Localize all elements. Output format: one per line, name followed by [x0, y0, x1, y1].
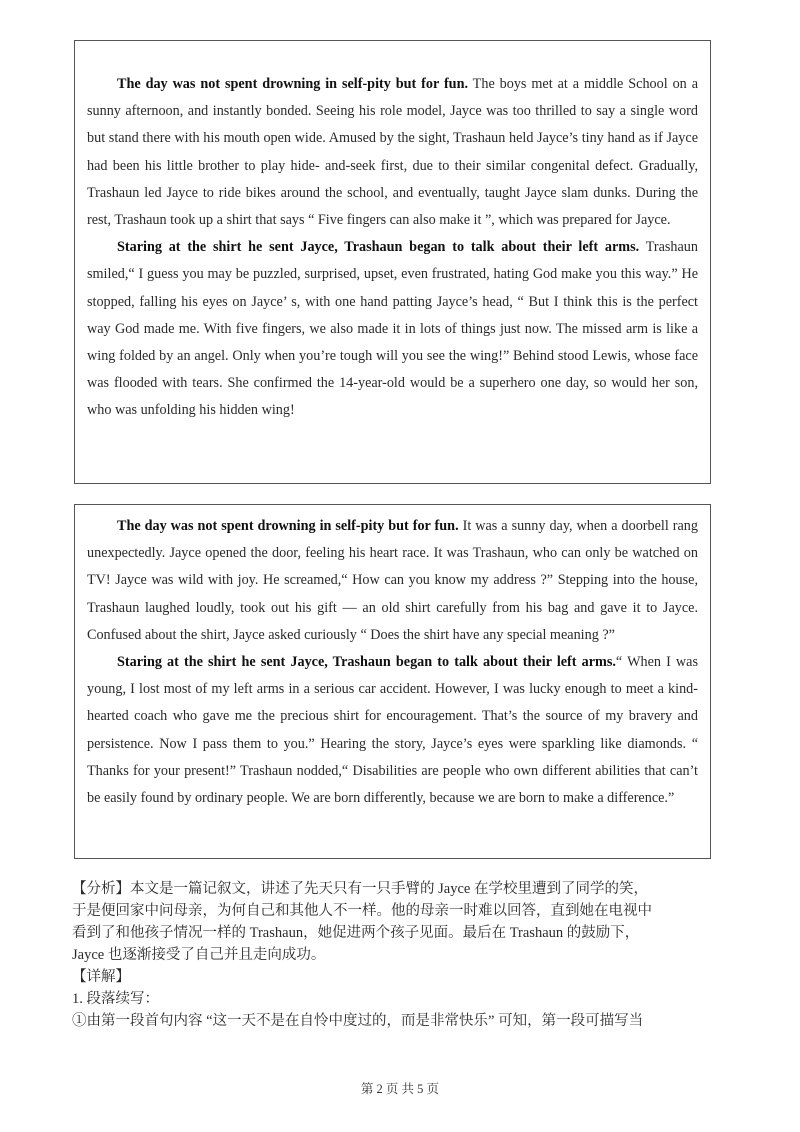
essay-version-1 [74, 40, 711, 484]
subheading: 1. 段落续写： [72, 991, 159, 1007]
analysis-line: ①由第一段首句内容 “这一天不是在自怜中度过的，而是非常快乐” 可知，第一段可描写当 [72, 1013, 644, 1029]
paragraph-2-text: Trashaun smiled,“ I guess you may be puzzled, surprised, upset, even frustrated, hating God make you this way.” He stopped, falling his eyes on Jayce’ s, with one hand patting Jayce’s head, “ But I think this is the perfect way God made me. With five fingers, we also made it in lots of things just now. The missed arm is like a wing folded by an angel. Only when you’re tough will you see the wing!” Behind stood Lewis, whose face was flooded with tears. She confirmed the 14-year-old would be a superhero one day, so would her son, who was unfolding his hidden wing! [87, 239, 698, 419]
analysis-line: 【分析】本文是一篇记叙文，讲述了先天只有一只手臂的 Jayce 在学校里遭到了同学的笑， [72, 881, 648, 897]
analysis-line: 看到了和他孩子情况一样的 Trashaun，她促进两个孩子见面。最后在 Trashaun 的鼓励下， [72, 925, 640, 941]
paragraph-2 [87, 234, 698, 424]
essay-version-2 [74, 504, 711, 859]
paragraph-2-lead: Staring at the shirt he sent Jayce, Trashaun began to talk about their left arms. [117, 654, 616, 671]
analysis-line: 于是便回家中问母亲，为何自己和其他人不一样。他的母亲一时难以回答，直到她在电视中 [72, 903, 652, 919]
page-number: 第 2 页 共 5 页 [360, 1082, 440, 1096]
paragraph-2-lead: Staring at the shirt he sent Jayce, Trashaun began to talk about their left arms. [117, 239, 640, 256]
paragraph-1-lead: The day was not spent drowning in self-pity but for fun. [117, 518, 459, 534]
paragraph-2 [87, 649, 698, 812]
analysis-section [72, 878, 722, 1032]
paragraph-1-text: The boys met at a middle School on a sunny afternoon, and instantly bonded. Seeing his role model, Jayce was too thrilled to say a single word but stand there with his mouth open wide. Amused by the sight, Trashaun held Jayce’s tiny hand as if Jayce had been his little brother to play hide- and-seek first, due to their similar congenital defect. Gradually, Trashaun led Jayce to ride bikes around the school, and eventually, taught Jayce slam dunks. During the rest, Trashaun took up a shirt that says “ Five fingers can also make it ”, which was prepared for Jayce. [87, 76, 698, 229]
paragraph-1-lead: The day was not spent drowning in self-pity but for fun. [117, 76, 469, 92]
analysis-line: Jayce 也逐渐接受了自己并且走向成功。 [72, 947, 326, 963]
paragraph-1 [87, 71, 698, 234]
detail-heading: 【详解】 [72, 969, 130, 985]
paragraph-2-text: “ When I was young, I lost most of my left arms in a serious car accident. However, I was lucky enough to meet a kind-hearted coach who gave me the precious shirt for encouragement. That’s the source of my bravery and persistence. Now I pass them to you.” Hearing the story, Jayce’s eyes were sparkling like diamonds. “ Thanks for your present!” Trashaun nodded,“ Disabilities are people who own different abilities that can’t be easily found by ordinary people. We are born differently, because we are born to make a difference.” [87, 654, 698, 807]
paragraph-1 [87, 513, 698, 649]
paragraph-1-text: It was a sunny day, when a doorbell rang unexpectedly. Jayce opened the door, feeling his heart race. It was Trashaun, who can only be watched on TV! Jayce was wild with joy. He screamed,“ How can you know my address ?” Stepping into the house, Trashaun laughed loudly, took out his gift — an old shirt carefully from his bag and gave it to Jayce. Confused about the shirt, Jayce asked curiously “ Does the shirt have any special meaning ?” [87, 518, 698, 643]
